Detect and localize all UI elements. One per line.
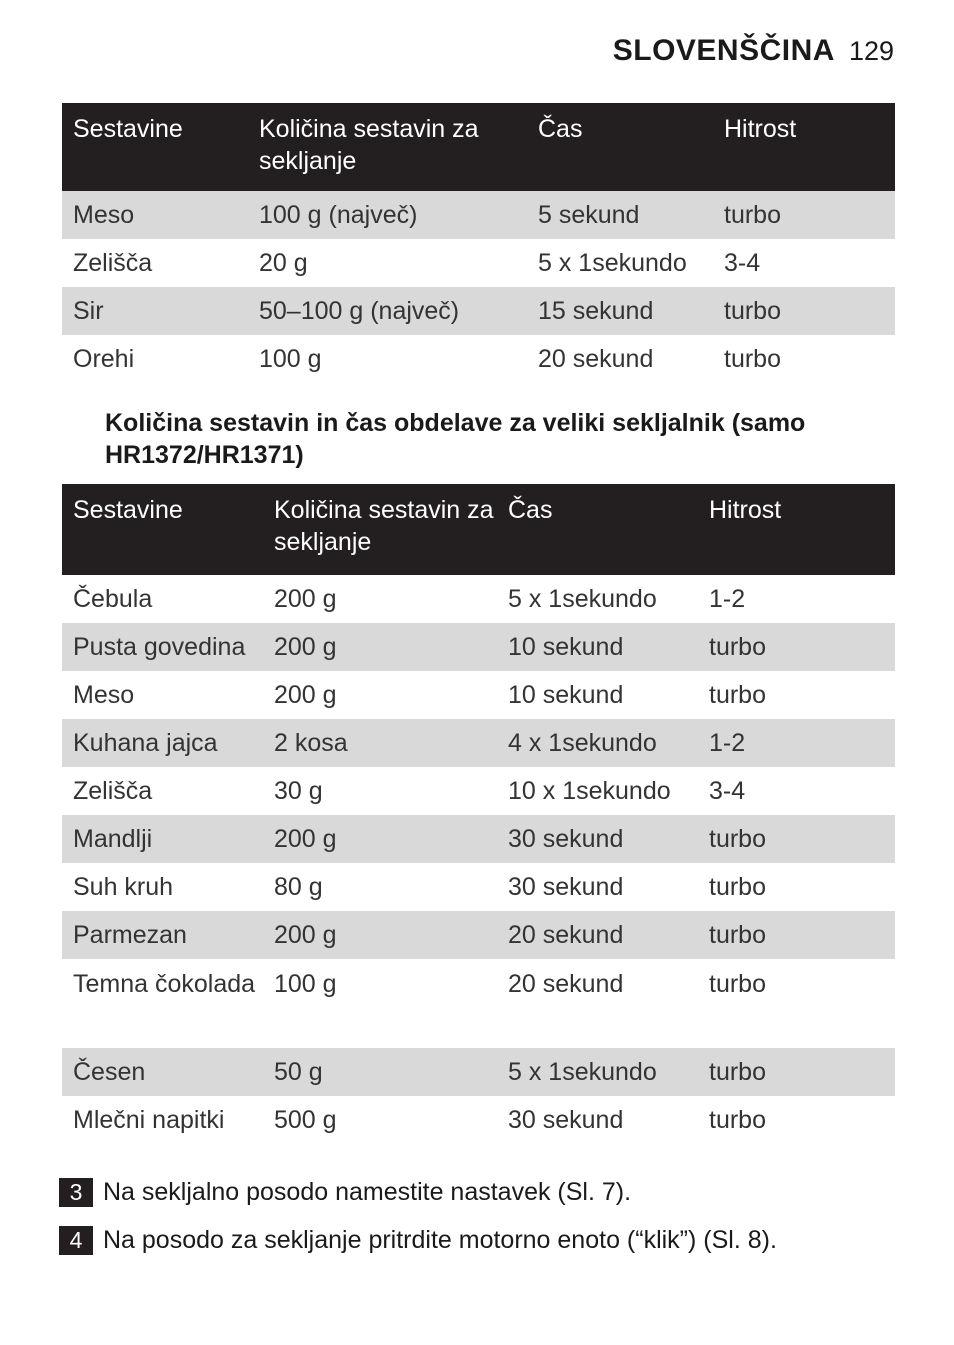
table-row (62, 959, 895, 1048)
step-text: Na posodo za sekljanje pritrdite motorno enoto (“klik”) (Sl. 8). (103, 1226, 777, 1254)
step-4 (59, 1226, 777, 1255)
page-header (613, 34, 894, 74)
table-row (62, 191, 895, 239)
table-cell: Zelišča (73, 249, 153, 277)
table-cell: Meso (73, 681, 135, 709)
column-header: Količina sestavin za sekljanje (248, 103, 527, 191)
table-cell: 50 g (263, 1048, 497, 1096)
table-cell: 100 g (274, 970, 337, 998)
column-header: Hitrost (698, 484, 895, 575)
table-cell: turbo (698, 623, 895, 671)
table-cell: 10 sekund (508, 681, 624, 709)
column-header: Čas (497, 484, 698, 575)
table-cell: 5 x 1sekundo (508, 585, 657, 613)
table-cell: turbo (709, 873, 766, 901)
table-cell: Mlečni napitki (73, 1106, 225, 1134)
table-cell: Temna čokolada (73, 970, 256, 998)
table-cell: turbo (713, 191, 895, 239)
table-header-row (62, 484, 895, 575)
step-number-badge: 4 (59, 1226, 93, 1255)
table-row (62, 719, 895, 767)
table-cell: turbo (709, 970, 766, 998)
table-cell: Suh kruh (73, 873, 174, 901)
column-header: Sestavine (62, 484, 263, 575)
table-cell: 80 g (274, 873, 323, 901)
table-cell: 200 g (263, 911, 497, 959)
table-row (62, 575, 895, 623)
table-cell: Meso (62, 191, 248, 239)
table-cell: turbo (724, 345, 781, 373)
table-cell: 30 sekund (508, 1106, 624, 1134)
table-cell: 200 g (274, 681, 337, 709)
column-header: Hitrost (713, 103, 895, 191)
step-3 (59, 1178, 631, 1207)
table-cell: 3-4 (709, 777, 746, 805)
table-cell: 200 g (263, 623, 497, 671)
table-row (62, 911, 895, 959)
table-cell: Pusta govedina (62, 623, 263, 671)
table-cell: Sir (62, 287, 248, 335)
table-row (62, 1048, 895, 1096)
table-cell: turbo (698, 911, 895, 959)
column-header: Sestavine (62, 103, 248, 191)
table-cell: 30 sekund (508, 873, 624, 901)
table-row (62, 863, 895, 911)
table-row (62, 1096, 895, 1144)
table-cell: 50–100 g (največ) (248, 287, 527, 335)
table-cell: 2 kosa (263, 719, 497, 767)
table-cell: Zelišča (73, 777, 153, 805)
table-cell: 1-2 (709, 585, 746, 613)
table-row (62, 767, 895, 815)
table-cell: 30 sekund (497, 815, 698, 863)
table-cell: Čebula (73, 585, 153, 613)
table-cell: turbo (698, 815, 895, 863)
table-cell: 200 g (274, 585, 337, 613)
table-cell: Parmezan (62, 911, 263, 959)
table-row (62, 671, 895, 719)
small-chopper-table (62, 103, 895, 383)
step-number-badge: 3 (59, 1178, 93, 1207)
table-cell: Kuhana jajca (62, 719, 263, 767)
table-cell: 15 sekund (527, 287, 713, 335)
table-cell: turbo (698, 1048, 895, 1096)
table-cell: Orehi (73, 345, 135, 373)
table-cell: 200 g (263, 815, 497, 863)
table-cell: 10 x 1sekundo (508, 777, 671, 805)
table-row (62, 287, 895, 335)
table-row (62, 623, 895, 671)
table-header-row (62, 103, 895, 191)
table-cell: 1-2 (698, 719, 895, 767)
table-row (62, 815, 895, 863)
table-cell: 500 g (274, 1106, 337, 1134)
table-cell: turbo (709, 1106, 766, 1134)
table-cell: 4 x 1sekundo (497, 719, 698, 767)
table-cell: 5 x 1sekundo (538, 249, 687, 277)
table-cell: turbo (713, 287, 895, 335)
table-cell: 100 g (največ) (248, 191, 527, 239)
step-text: Na sekljalno posodo namestite nastavek (Sl. 7). (103, 1178, 632, 1206)
table-cell: Mandlji (62, 815, 263, 863)
table-cell: 30 g (274, 777, 323, 805)
table-cell: 20 sekund (497, 911, 698, 959)
table-cell: 100 g (259, 345, 322, 373)
table-cell: turbo (709, 681, 766, 709)
table-cell: 5 sekund (527, 191, 713, 239)
table-cell: Česen (62, 1048, 263, 1096)
table-cell: 5 x 1sekundo (497, 1048, 698, 1096)
column-header: Čas (527, 103, 713, 191)
section-subheading: Količina sestavin in čas obdelave za veliki sekljalnik (samo HR1372/HR1371) (105, 409, 806, 469)
table-row (62, 239, 895, 287)
page-number: 129 (848, 36, 894, 66)
table-cell: 20 sekund (508, 970, 624, 998)
large-chopper-table (62, 484, 895, 1144)
table-cell: 20 sekund (538, 345, 654, 373)
table-cell: 3-4 (724, 249, 761, 277)
table-cell: 20 g (259, 249, 308, 277)
language-title: SLOVENŠČINA (612, 34, 835, 67)
column-header: Količina sestavin za sekljanje (263, 484, 497, 575)
table-cell: 10 sekund (497, 623, 698, 671)
table-row (62, 335, 895, 383)
